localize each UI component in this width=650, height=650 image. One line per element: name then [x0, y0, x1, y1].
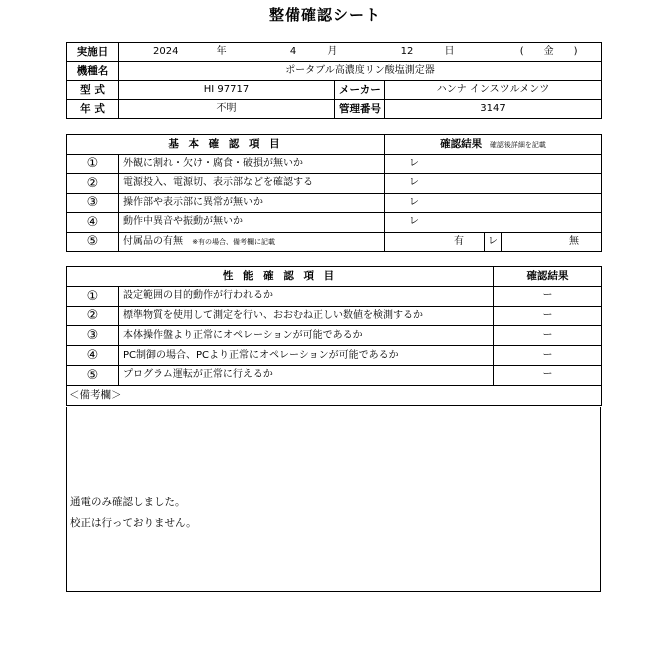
day-unit: 日 [444, 46, 455, 57]
item-text: 操作部や表示部に異常が無いか [119, 193, 385, 213]
basic-check-table [66, 134, 602, 252]
maker-value: ハンナ インスツルメンツ [385, 81, 602, 100]
item-text: 設定範囲の目的動作が行われるか [119, 286, 494, 306]
item-result: レ [385, 213, 602, 233]
item-number: ⑤ [67, 365, 119, 385]
accessory-no: 無 [502, 232, 602, 252]
year-value: 2024 [153, 46, 179, 57]
impl-date-value [119, 43, 602, 62]
year-model-value: 不明 [119, 100, 335, 119]
item-text: 電源投入、電源切、表示部などを確認する [119, 174, 385, 194]
basic-header: 基 本 確 認 項 目 [67, 135, 385, 155]
notes-line-2: 校正は行っておりません。 [70, 517, 197, 529]
item-result: ー [494, 286, 602, 306]
item-text: 動作中異音や振動が無いか [119, 213, 385, 233]
basic-result-header [385, 135, 602, 155]
accessory-note: ※有の場合、備考欄に記載 [192, 237, 276, 246]
notes-header: ＜備考欄＞ [67, 385, 602, 405]
item-number: ① [67, 154, 119, 174]
performance-check-table [66, 266, 602, 406]
table-row [67, 286, 602, 306]
info-table [66, 42, 602, 119]
item-result: ー [494, 346, 602, 366]
item-number: ③ [67, 193, 119, 213]
item-result: ー [494, 326, 602, 346]
accessory-yes: 有 [385, 232, 485, 252]
accessory-check: レ [485, 232, 502, 252]
accessory-text-cell [119, 232, 385, 252]
notes-area [66, 407, 601, 592]
table-row [67, 346, 602, 366]
model-name-row [67, 62, 602, 81]
type-label: 型 式 [67, 81, 119, 100]
day-value: 12 [400, 46, 414, 57]
item-result: レ [385, 154, 602, 174]
table-row [67, 365, 602, 385]
item-number: ⑤ [67, 232, 119, 252]
weekday-value: ( 金 ) [519, 46, 578, 57]
item-number: ② [67, 174, 119, 194]
item-text: プログラム運転が正常に行えるか [119, 365, 494, 385]
type-value: HI 97717 [119, 81, 335, 100]
basic-result-title: 確認結果 [440, 138, 483, 150]
perf-result-header: 確認結果 [494, 267, 602, 287]
accessory-row [67, 232, 602, 252]
mgmt-label: 管理番号 [335, 100, 385, 119]
item-result: ー [494, 365, 602, 385]
item-number: ③ [67, 326, 119, 346]
item-text: 本体操作盤より正常にオペレーションが可能であるか [119, 326, 494, 346]
table-row [67, 326, 602, 346]
table-row [67, 174, 602, 194]
perf-header-row [67, 267, 602, 287]
model-name-value: ポータブル高濃度リン酸塩測定器 [119, 62, 602, 81]
accessory-text: 付属品の有無 [123, 235, 183, 247]
perf-header: 性 能 確 認 項 目 [67, 267, 494, 287]
basic-header-row [67, 135, 602, 155]
month-value: 4 [289, 46, 297, 57]
maker-label: メーカー [335, 81, 385, 100]
table-row [67, 154, 602, 174]
item-text: PC制御の場合、PCより正常にオペレーションが可能であるか [119, 346, 494, 366]
item-number: ④ [67, 346, 119, 366]
item-result: レ [385, 193, 602, 213]
item-text: 標準物質を使用して測定を行い、おおむね正しい数値を検測するか [119, 306, 494, 326]
impl-date-row [67, 43, 602, 62]
basic-result-note: 確認後詳細を記載 [489, 141, 546, 149]
item-number: ② [67, 306, 119, 326]
table-row [67, 306, 602, 326]
page-title: 整備確認シート [268, 6, 381, 24]
item-result: ー [494, 306, 602, 326]
impl-date-label: 実施日 [67, 43, 119, 62]
year-model-label: 年 式 [67, 100, 119, 119]
year-unit: 年 [216, 46, 227, 57]
notes-header-row [67, 385, 602, 405]
model-name-label: 機種名 [67, 62, 119, 81]
month-unit: 月 [327, 46, 338, 57]
table-row [67, 213, 602, 233]
year-model-row [67, 100, 602, 119]
table-row [67, 193, 602, 213]
mgmt-value: 3147 [385, 100, 602, 119]
notes-line-1: 通電のみ確認しました。 [70, 496, 186, 508]
type-row [67, 81, 602, 100]
item-number: ④ [67, 213, 119, 233]
item-text: 外観に割れ・欠け・腐食・破損が無いか [119, 154, 385, 174]
item-number: ① [67, 286, 119, 306]
item-result: レ [385, 174, 602, 194]
